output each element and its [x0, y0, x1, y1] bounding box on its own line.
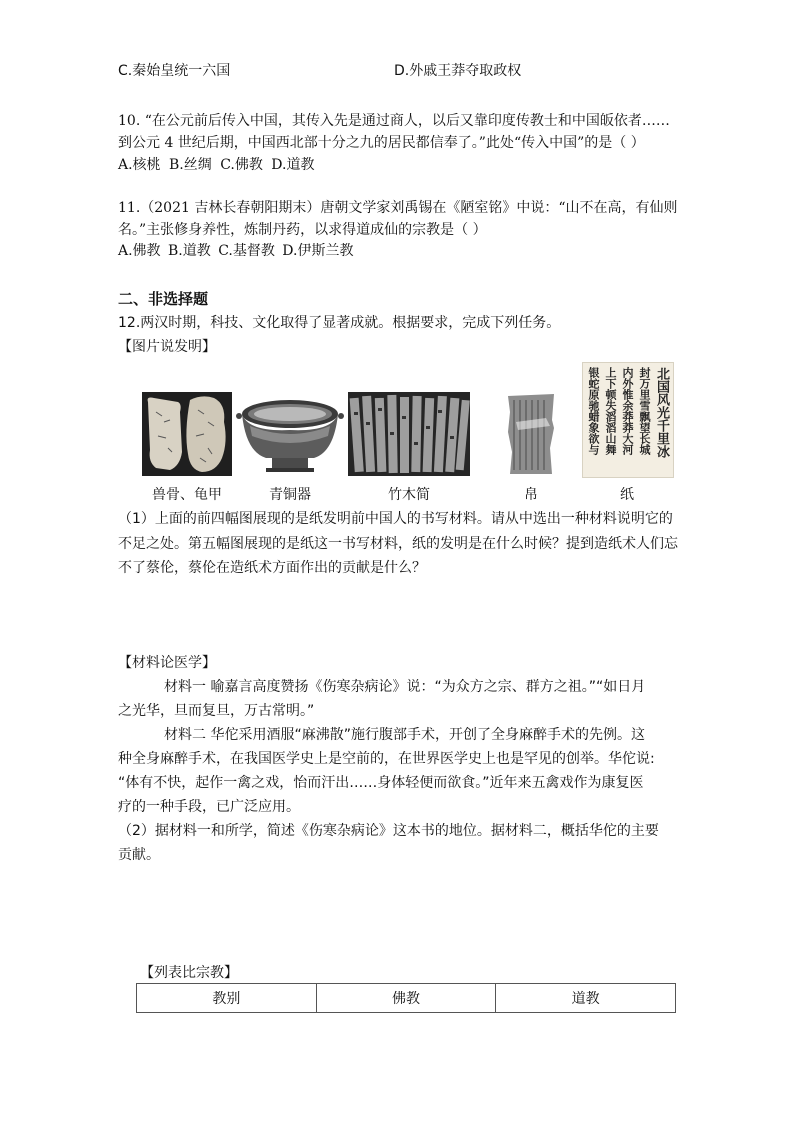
caption-oracle-bone: 兽骨、龟甲	[152, 487, 222, 503]
q1-line1: （1）上面的前四幅图展现的是纸发明前中国人的书写材料。请从中选出一种材料说明它的	[118, 511, 673, 527]
religion-table	[136, 983, 676, 1013]
q11-line1: 11.（2021 吉林长春朝阳期末）唐朝文学家刘禹锡在《陋室铭》中说：“山不在高，有仙则	[118, 200, 678, 216]
material2-line3: “体有不快，起作一禽之戏，怡而汗出……身体轻便而欲食。”近年来五禽戏作为康复医	[118, 775, 644, 791]
q2-line2: 贡献。	[118, 847, 160, 863]
material2-line1: 材料二 华佗采用酒服“麻沸散”施行腹部手术，开创了全身麻醉手术的先例。这	[164, 727, 645, 743]
caption-silk: 帛	[524, 487, 538, 503]
material2-line2: 种全身麻醉手术，在我国医学史上是空前的，在世界医学史上也是罕见的创举。华佗说:	[118, 751, 655, 767]
material2-line4: 疗的一种手段，已广泛应用。	[118, 799, 300, 815]
section-heading: 二、非选择题	[118, 290, 209, 308]
q10-line2: 到公元 4 世纪后期，中国西北部十分之九的居民都信奉了。”此处“传入中国”的是（ ）	[118, 135, 645, 151]
q11-line2: 名。”主张修身养性，炼制丹药，以求得道成仙的宗教是（ ）	[118, 222, 487, 238]
q10-options: A.核桃 B.丝绸 C.佛教 D.道教	[118, 157, 315, 173]
medicine-title: 【材料论医学】	[118, 655, 216, 671]
bronze-vessel-image	[236, 392, 344, 476]
bamboo-slips-image	[348, 392, 470, 476]
caption-bamboo: 竹木简	[388, 487, 430, 503]
table-row	[137, 984, 676, 1013]
paper-calligraphy-image	[582, 362, 674, 478]
calligraphy-column: 封万里雪飘望长城	[638, 367, 651, 455]
table-header-cell: 佛教	[316, 984, 496, 1013]
q12-intro: 12.两汉时期，科技、文化取得了显著成就。根据要求，完成下列任务。	[118, 315, 561, 331]
material1-line2: 之光华，旦而复旦，万古常明。”	[118, 703, 315, 719]
q10-line1: 10. “在公元前后传入中国，其传入先是通过商人，以后又靠印度传教士和中国皈依者……	[118, 113, 670, 129]
table-header-cell: 教别	[137, 984, 317, 1013]
oracle-bone-image	[142, 392, 232, 476]
q1-line2: 不足之处。第五幅图展现的是纸这一书写材料，纸的发明是在什么时候？提到造纸术人们忘	[118, 536, 678, 552]
calligraphy-column: 内外惟余莽莽大河	[621, 367, 634, 455]
caption-paper: 纸	[620, 487, 634, 503]
q2-line1: （2）据材料一和所学，简述《伤寒杂病论》这本书的地位。据材料二，概括华佗的主要	[118, 823, 659, 839]
religion-title: 【列表比宗教】	[140, 965, 238, 981]
option-c: C.秦始皇统一六国	[118, 63, 231, 79]
q1-line3: 不了蔡伦，蔡伦在造纸术方面作出的贡献是什么？	[118, 560, 426, 576]
calligraphy-column: 上下顿失滔滔山舞	[604, 367, 617, 455]
material1-line1: 材料一 喻嘉言高度赞扬《伤寒杂病论》说：“为众方之宗、群方之祖。”“如日月	[164, 679, 646, 695]
silk-manuscript-image	[506, 392, 556, 476]
pictures-title: 【图片说发明】	[118, 339, 216, 355]
q11-options: A.佛教 B.道教 C.基督教 D.伊斯兰教	[118, 243, 354, 259]
calligraphy-column: 北国风光千里冰	[654, 367, 669, 458]
option-d: D.外戚王莽夺取政权	[394, 63, 522, 79]
calligraphy-column: 银蛇原驰蜡象欲与	[587, 367, 600, 455]
caption-bronze: 青铜器	[269, 487, 311, 503]
table-header-cell: 道教	[496, 984, 676, 1013]
